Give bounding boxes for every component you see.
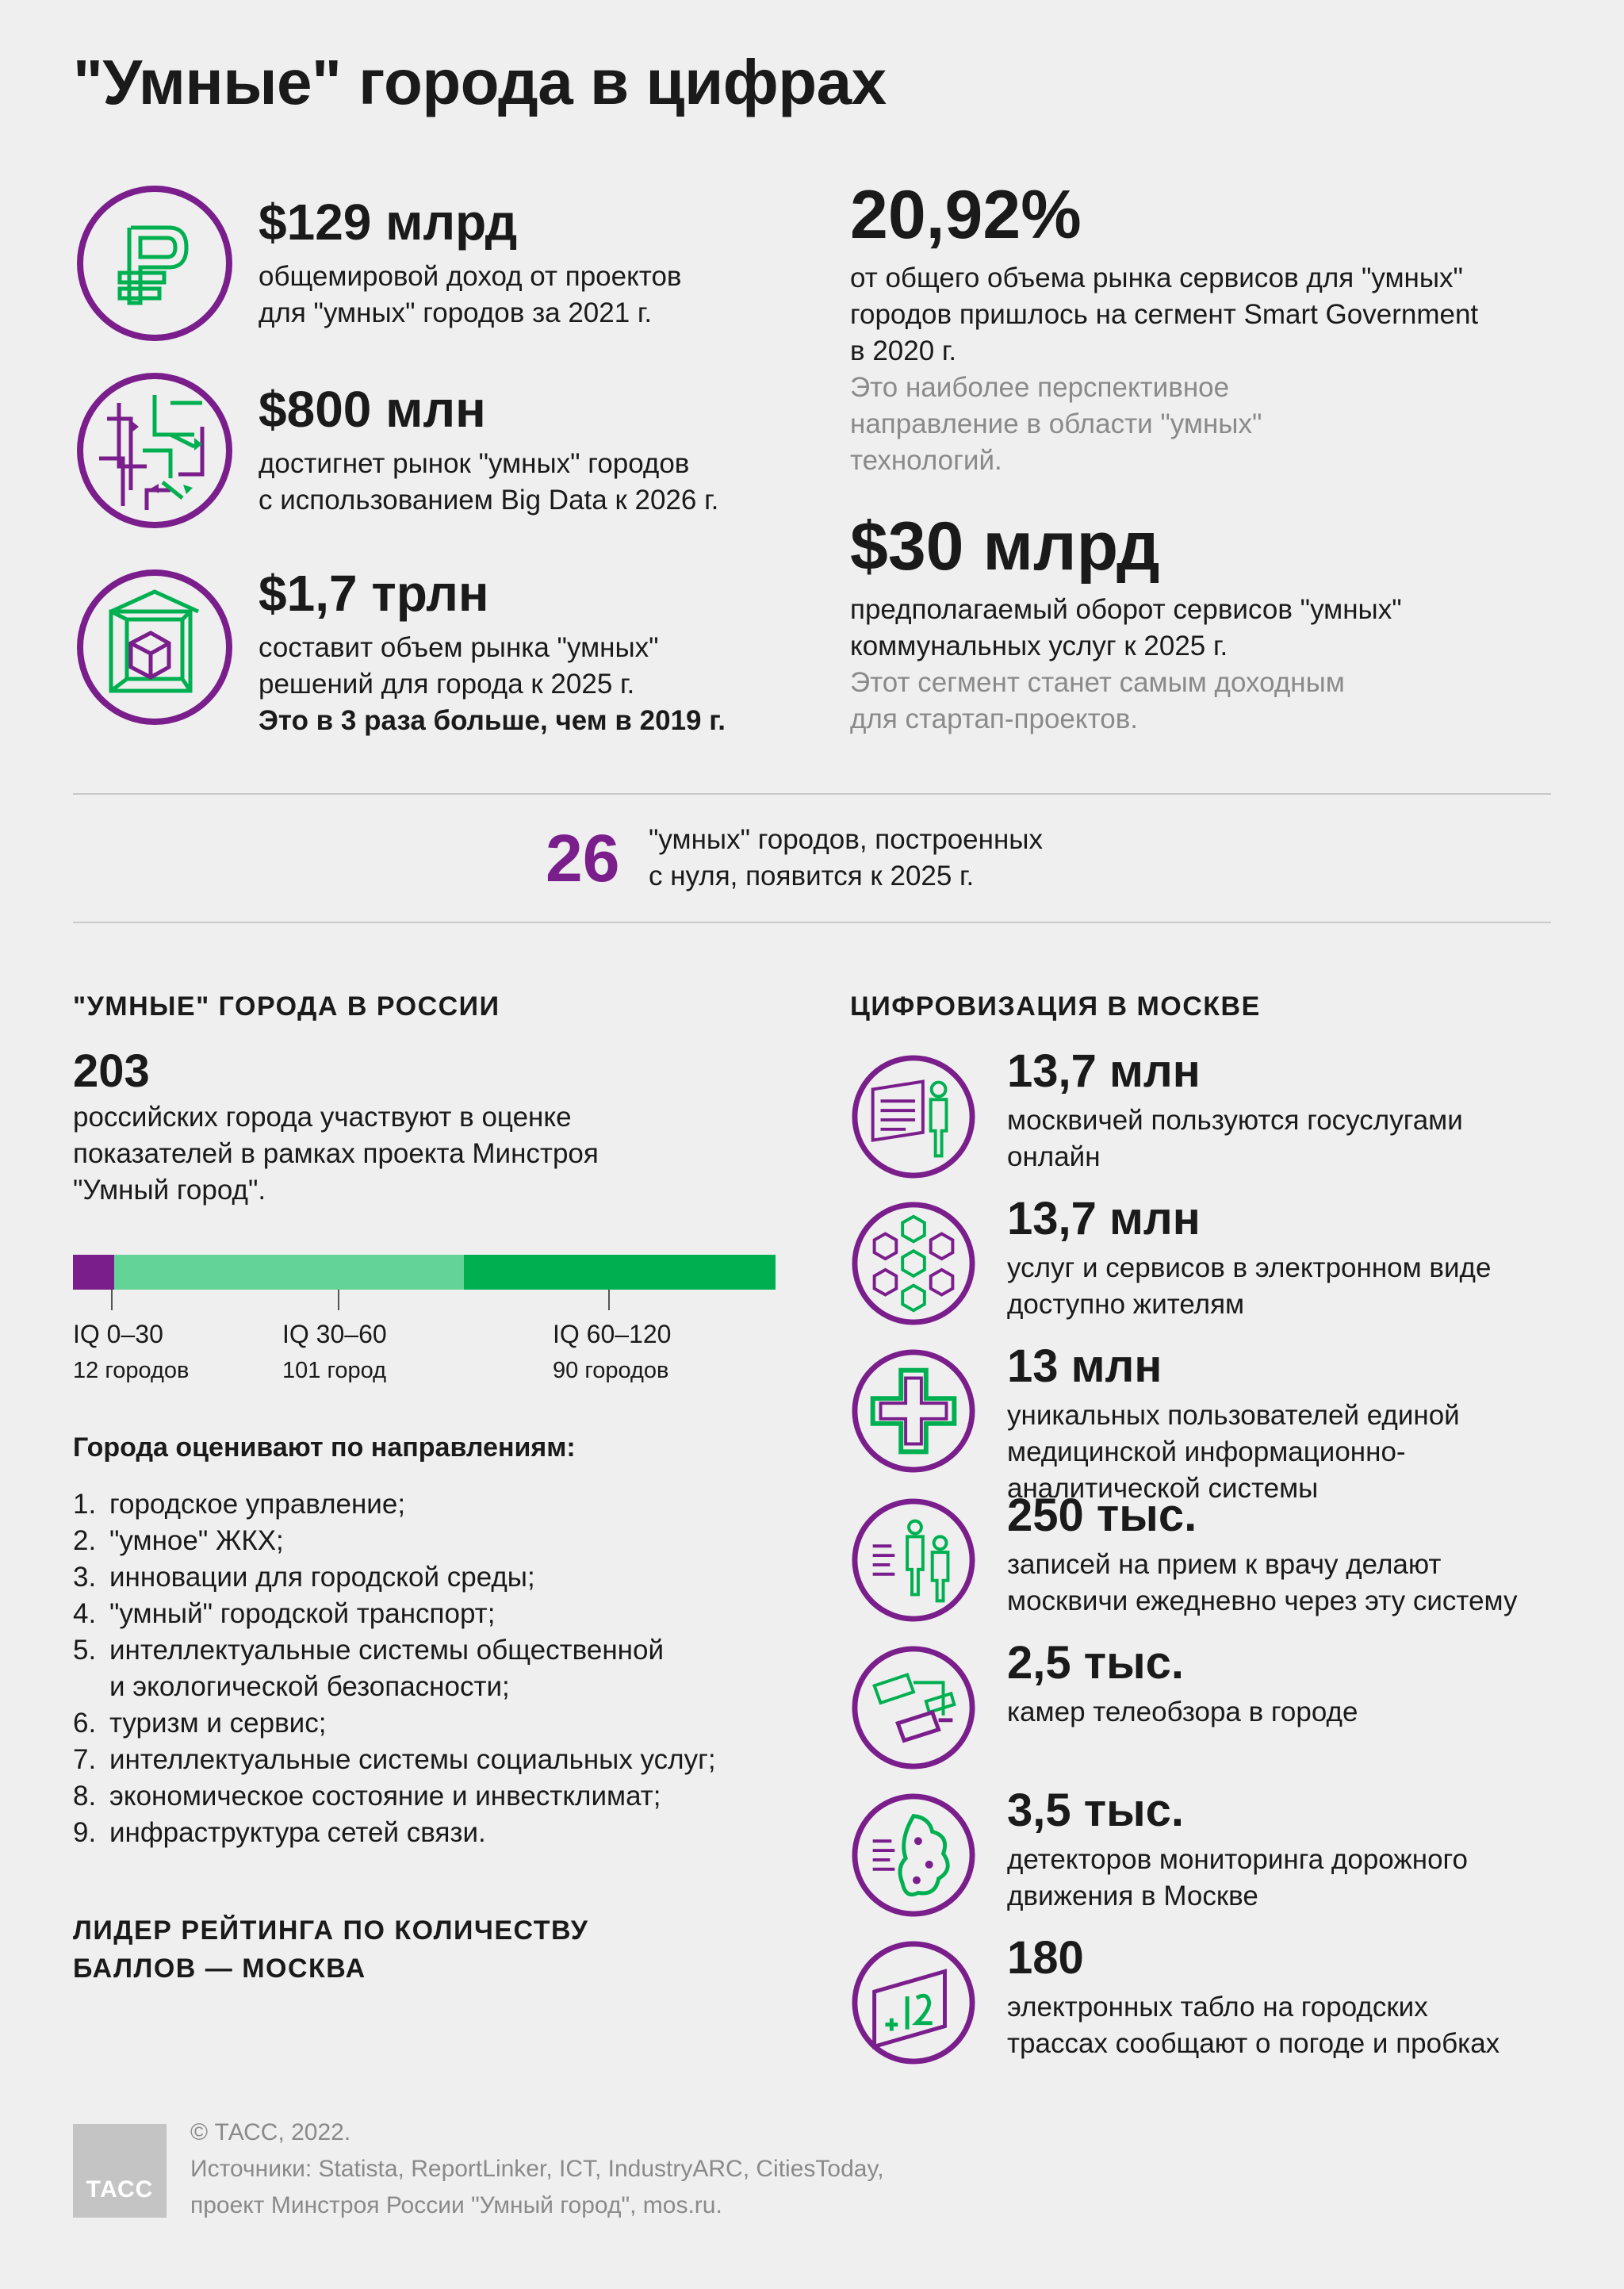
moscow-item [1007,1490,1518,1620]
stat-desc-line: общемировой доход от проектов [259,261,682,292]
moscow-item-desc-line: услуг и сервисов в электронном виде [1007,1252,1492,1283]
moscow-item [1007,1637,1358,1731]
stat-desc-line: предполагаемый оборот сервисов "умных" [850,594,1402,625]
stat-note-line: технологий. [850,445,1002,476]
moscow-item-desc-line: онлайн [1007,1141,1101,1172]
moscow-item-desc-line: трассах сообщают о погоде и пробках [1007,2028,1500,2059]
traffic-map-icon [851,1792,976,1918]
direction-text: туризм и сервис; [109,1708,327,1739]
moscow-item-value: 13,7 млн [1007,1045,1201,1097]
direction-item [73,1596,802,1632]
moscow-item-desc-line: москвичей пользуются госуслугами [1007,1105,1463,1136]
stat-value: 20,92% [850,177,1082,253]
footer-line: проект Минстроя России "Умный город", mos.ru. [190,2192,722,2218]
stat-desc-line: достигнет рынок "умных" городов [259,448,690,479]
medical-cross-icon [851,1348,976,1474]
russia-desc-line: показателей в рамках проекта Минстроя [73,1138,599,1169]
iq-label: IQ 30–60 [282,1320,387,1348]
direction-item [73,1632,802,1705]
direction-number: 1. [73,1489,97,1520]
direction-number: 4. [73,1598,97,1629]
maze-arrows-icon [75,371,234,530]
direction-item [73,1705,802,1742]
direction-text: городское управление; [109,1489,406,1520]
stat-value: $1,7 трлн [259,565,489,622]
iq-count: 90 городов [553,1358,669,1383]
iq-tick [111,1290,113,1310]
direction-text: интеллектуальные системы общественной и экологической безопасности; [109,1635,665,1702]
stat-value: $800 млн [259,381,486,438]
person-board-icon [851,1054,976,1179]
stat-desc-line: городов пришлось на сегмент Smart Government [850,299,1479,330]
iq-tick [608,1290,610,1310]
moscow-item-value: 3,5 тыс. [1007,1785,1185,1836]
moscow-item-desc-line: камер телеобзора в городе [1007,1697,1358,1727]
stat-value: $129 млрд [259,194,518,251]
moscow-item-desc-line: доступно жителям [1007,1289,1245,1320]
direction-number: 9. [73,1817,97,1848]
stat-desc-line: для "умных" городов за 2021 г. [259,297,653,328]
moscow-item-value: 250 тыс. [1007,1490,1197,1541]
cubes-pattern-icon [851,1201,976,1326]
tass-logo [73,2124,167,2218]
display-board-icon [851,1940,976,2065]
stat-bold-note: Это в 3 раза больше, чем в 2019 г. [259,705,726,736]
stat-desc-line: коммунальных услуг к 2025 г. [850,631,1228,661]
direction-item [73,1486,802,1523]
moscow-item [1007,1193,1492,1323]
leader-line: БАЛЛОВ — МОСКВА [73,1954,366,1984]
moscow-item [1007,1045,1463,1175]
direction-item [73,1523,802,1559]
iq-label: IQ 60–120 [553,1320,672,1348]
people-list-icon [851,1497,976,1623]
iq-bar-chart [73,1255,776,1383]
cube-icon [75,568,234,727]
direction-number: 7. [73,1744,97,1775]
moscow-item-desc-line: аналитической системы [1007,1473,1319,1504]
camera-icon [851,1645,976,1770]
stat-note-line: Этот сегмент станет самым доходным [850,667,1345,698]
direction-text: интеллектуальные системы социальных услуг; [109,1744,716,1775]
direction-item [73,1778,802,1815]
stat-desc-line: решений для города к 2025 г. [259,669,635,700]
direction-text: "умное" ЖКХ; [109,1525,284,1556]
divider [73,922,1551,923]
russia-value: 203 [73,1045,150,1097]
footer-line: Источники: Statista, ReportLinker, ICT, IndustryARC, CitiesToday, [190,2156,884,2182]
direction-text: инфраструктура сетей связи. [109,1817,486,1848]
directions-title: Города оценивают по направлениям: [73,1432,576,1463]
iq-bar-segment [114,1255,464,1290]
directions-list [73,1486,802,1851]
stat-note-line: Это наиболее перспективное [850,372,1230,403]
middle-desc-line: с нуля, появится к 2025 г. [649,861,975,891]
moscow-item-desc-line: записей на прием к врачу делают [1007,1549,1442,1580]
russia-desc-line: российских города участвуют в оценке [73,1102,572,1133]
stat-desc-line: от общего объема рынка сервисов для "умных" [850,263,1463,293]
moscow-item-desc-line: москвичи ежедневно через эту систему [1007,1585,1518,1616]
russia-heading: "УМНЫЕ" ГОРОДА В РОССИИ [73,991,500,1022]
direction-text: "умный" городской транспорт; [109,1598,496,1629]
moscow-item-value: 13 млн [1007,1340,1162,1392]
direction-item [73,1815,802,1851]
iq-bar-segment [73,1255,114,1290]
direction-number: 6. [73,1708,97,1739]
moscow-item-desc-line: электронных табло на городских [1007,1992,1428,2023]
moscow-item [1007,1785,1469,1915]
iq-bar-segment [464,1255,776,1290]
stat-desc-line: в 2020 г. [850,335,957,366]
russia-desc-line: "Умный город". [73,1175,266,1206]
middle-value: 26 [546,821,620,895]
iq-tick [338,1290,339,1310]
direction-number: 2. [73,1525,97,1556]
moscow-item-desc-line: детекторов мониторинга дорожного [1007,1844,1469,1875]
tass-logo-text: ТАСС [86,2176,154,2203]
moscow-heading: ЦИФРОВИЗАЦИЯ В МОСКВЕ [850,991,1261,1022]
direction-text: экономическое состояние и инвестклимат; [109,1781,661,1812]
leader-line: ЛИДЕР РЕЙТИНГА ПО КОЛИЧЕСТВУ [73,1915,589,1946]
stat-note-line: направление в области "умных" [850,408,1262,439]
divider [73,793,1551,795]
direction-item [73,1559,802,1596]
middle-desc-line: "умных" городов, построенных [649,824,1043,855]
moscow-item-value: 13,7 млн [1007,1193,1201,1244]
ruble-icon [75,184,234,343]
stat-note-line: для стартап-проектов. [850,704,1139,734]
moscow-item-value: 180 [1007,1932,1084,1984]
direction-text: инновации для городской среды; [109,1562,535,1593]
moscow-item [1007,1932,1500,2062]
moscow-item-desc-line: медицинской информационно- [1007,1436,1406,1467]
moscow-item-value: 2,5 тыс. [1007,1637,1185,1689]
direction-number: 8. [73,1781,97,1812]
moscow-item [1007,1340,1460,1507]
moscow-item-desc-line: уникальных пользователей единой [1007,1400,1460,1431]
iq-count: 101 город [282,1358,387,1383]
stat-desc-line: составит объем рынка "умных" [259,632,659,663]
stat-value: $30 млрд [850,508,1160,585]
direction-number: 3. [73,1562,97,1593]
moscow-item-desc-line: движения в Москве [1007,1881,1258,1911]
iq-count: 12 городов [73,1358,190,1383]
stat-desc-line: с использованием Big Data к 2026 г. [259,485,719,516]
direction-item [73,1742,802,1778]
iq-label: IQ 0–30 [73,1320,163,1348]
direction-number: 5. [73,1635,97,1666]
page-title: "Умные" города в цифрах [73,47,887,117]
footer-line: © ТАСС, 2022. [190,2119,351,2145]
